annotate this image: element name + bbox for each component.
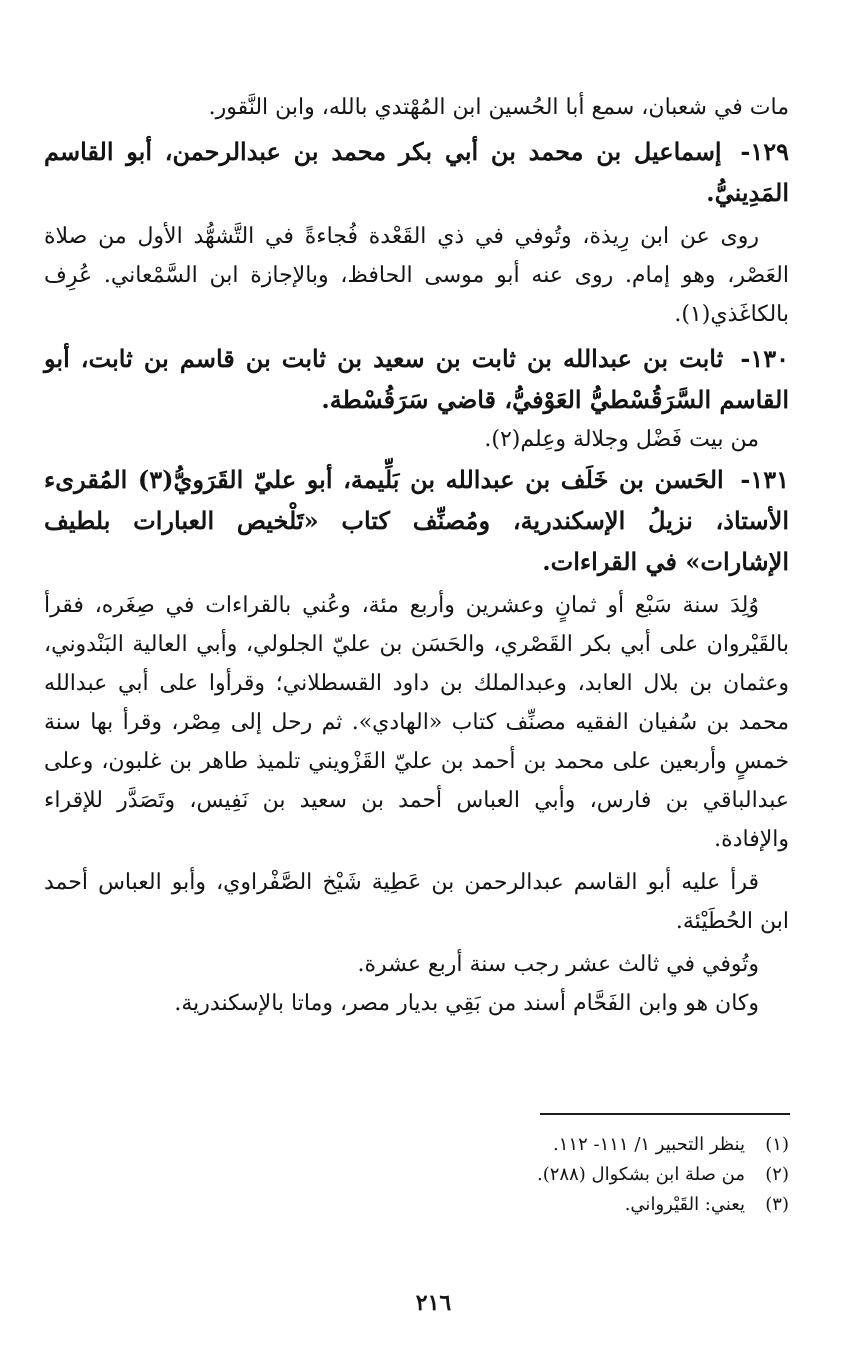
footnote-3 bbox=[389, 1190, 789, 1220]
footnote-marker: (٣) bbox=[765, 1194, 789, 1215]
footnote-divider bbox=[540, 1113, 790, 1115]
footnote-2 bbox=[389, 1160, 789, 1190]
page-number: ٢١٦ bbox=[415, 1290, 452, 1316]
entry-131-text-1: وُلِدَ سنة سَبْع أو ثمانٍ وعشرين وأربع مئة، وعُني بالقراءات في صِغَره، فقرأ بالقَيْروان على أبي بكر القَصْري، والحَسَن بن عليّ الجلولي، وأبي العالية البَنْدوني، وعثمان بن بلال العابد، وعبدالملك بن داود القسطلاني؛ وقرأوا على أبي عبدالله محمد بن سُفيان الفقيه مصنِّف كتاب «الهادي». ثم رحل إلى مِصْر، وقرأ بها سنة خمسٍ وأربعين على محمد بن أحمد بن عليّ القَزْويني تلميذ طاهر بن غلبون، وعلى عبدالباقي بن فارس، وأبي العباس أحمد بن سعيد بن نَفِيس، وتَصَدَّر للإقراء والإفادة. bbox=[44, 593, 790, 852]
entry-131-heading bbox=[44, 459, 789, 582]
entry-131-text-3: وتُوفي في ثالث عشر رجب سنة أربع عشرة. bbox=[357, 952, 759, 977]
footnote-text: ينظر التحبير ١/ ١١١- ١١٢. bbox=[553, 1134, 745, 1155]
entry-129-heading bbox=[44, 131, 789, 213]
main-text bbox=[44, 88, 789, 1023]
footnote-text: من صلة ابن بشكوال (٢٨٨). bbox=[536, 1164, 745, 1185]
entry-title: ثابت بن عبدالله بن ثابت بن سعيد بن ثابت بن قاسم بن ثابت، أبو القاسم السَّرَقُسْطيُّ العَوْفيُّ، قاضي سَرَقُسْطة. bbox=[44, 344, 789, 414]
footnotes bbox=[389, 1130, 789, 1220]
entry-title: إسماعيل بن محمد بن أبي بكر محمد بن عبدالرحمن، أبو القاسم المَدِينيُّ. bbox=[44, 137, 789, 207]
footnote-marker: (٢) bbox=[765, 1164, 789, 1185]
footnote-text: يعني: القَيْرواني. bbox=[624, 1194, 745, 1215]
entry-number: ١٢٩- bbox=[740, 137, 789, 166]
intro-paragraph: مات في شعبان، سمع أبا الحُسين ابن المُهْتدي بالله، وابن النَّقور. bbox=[208, 95, 789, 120]
entry-number: ١٣٠- bbox=[740, 344, 789, 373]
entry-130-heading bbox=[44, 338, 789, 420]
entry-title: الحَسن بن خَلَف بن عبدالله بن بَلِّيمة، أبو عليّ القَرَويُّ(٣) المُقرىء الأستاذ، نزيلُ الإسكندرية، ومُصنِّف كتاب «تَلْخيص العبارات بلطيف الإشارات» في القراءات. bbox=[44, 465, 789, 576]
entry-130-text: من بيت فَضْل وجلالة وعِلم(٢). bbox=[484, 427, 759, 452]
footnote-marker: (١) bbox=[765, 1134, 789, 1155]
entry-number: ١٣١- bbox=[740, 465, 789, 494]
footnote-1 bbox=[389, 1130, 789, 1160]
entry-131-text-4: وكان هو وابن الفَحَّام أسند من بَقِي بديار مصر، وماتا بالإسكندرية. bbox=[174, 991, 759, 1016]
entry-129-text: روى عن ابن رِيذة، وتُوفي في ذي القَعْدة فُجاءةً في التَّشهُّد الأول من صلاة العَصْر، وهو إمام. روى عنه أبو موسى الحافظ، وبالإجازة ابن السَّمْعاني. عُرِف بالكاغَذي(١). bbox=[44, 224, 789, 327]
entry-131-text-2: قرأ عليه أبو القاسم عبدالرحمن بن عَطِية شَيْخ الصَّفْراوي، وأبو العباس أحمد ابن الحُطَيْئة. bbox=[44, 870, 789, 934]
